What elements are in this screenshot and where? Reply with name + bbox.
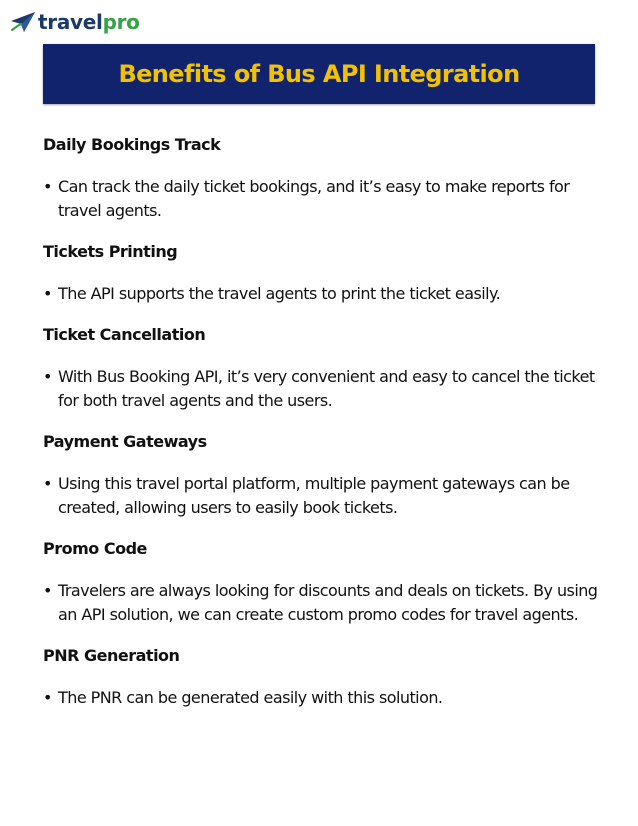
bullet-dot: • [43,284,52,303]
section-heading: PNR Generation [43,646,180,665]
bullet-text: Travelers are always looking for discounts and deals on tickets. By using an API solution, we can create custom promo codes for travel agents. [58,581,598,624]
bullet-dot: • [43,688,52,707]
bullet-text: Using this travel portal platform, multiple payment gateways can be created, allowing users to easily book tickets. [58,474,570,517]
bullet-item [43,365,603,413]
brand-name-travel: travel [38,10,103,34]
bullet-item [43,282,603,306]
bullet-item [43,579,603,627]
brand-logo [10,8,140,36]
section-ticket-cancellation [43,324,603,413]
paper-plane-icon [10,10,36,34]
bullet-dot: • [43,581,52,600]
bullet-dot: • [43,474,52,493]
bullet-text: The PNR can be generated easily with this solution. [58,688,443,707]
section-promo-code [43,538,603,627]
section-payment-gateways [43,431,603,520]
bullet-dot: • [43,177,52,196]
bullet-text: With Bus Booking API, it’s very convenient and easy to cancel the ticket for both travel agents and the users. [58,367,595,410]
section-daily-bookings-track [43,134,603,223]
section-heading: Ticket Cancellation [43,325,206,344]
title-banner [43,44,595,104]
benefits-list [43,134,603,728]
bullet-item [43,175,603,223]
section-heading: Tickets Printing [43,242,178,261]
brand-name-pro: pro [102,10,140,34]
brand-name [38,8,140,36]
bullet-item [43,472,603,520]
section-heading: Daily Bookings Track [43,135,221,154]
page-title: Benefits of Bus API Integration [118,60,520,88]
bullet-dot: • [43,367,52,386]
section-tickets-printing [43,241,603,306]
bullet-item [43,686,603,710]
section-heading: Promo Code [43,539,147,558]
section-heading: Payment Gateways [43,432,207,451]
section-pnr-generation [43,645,603,710]
bullet-text: Can track the daily ticket bookings, and it’s easy to make reports for travel agents. [58,177,570,220]
bullet-text: The API supports the travel agents to print the ticket easily. [58,284,501,303]
